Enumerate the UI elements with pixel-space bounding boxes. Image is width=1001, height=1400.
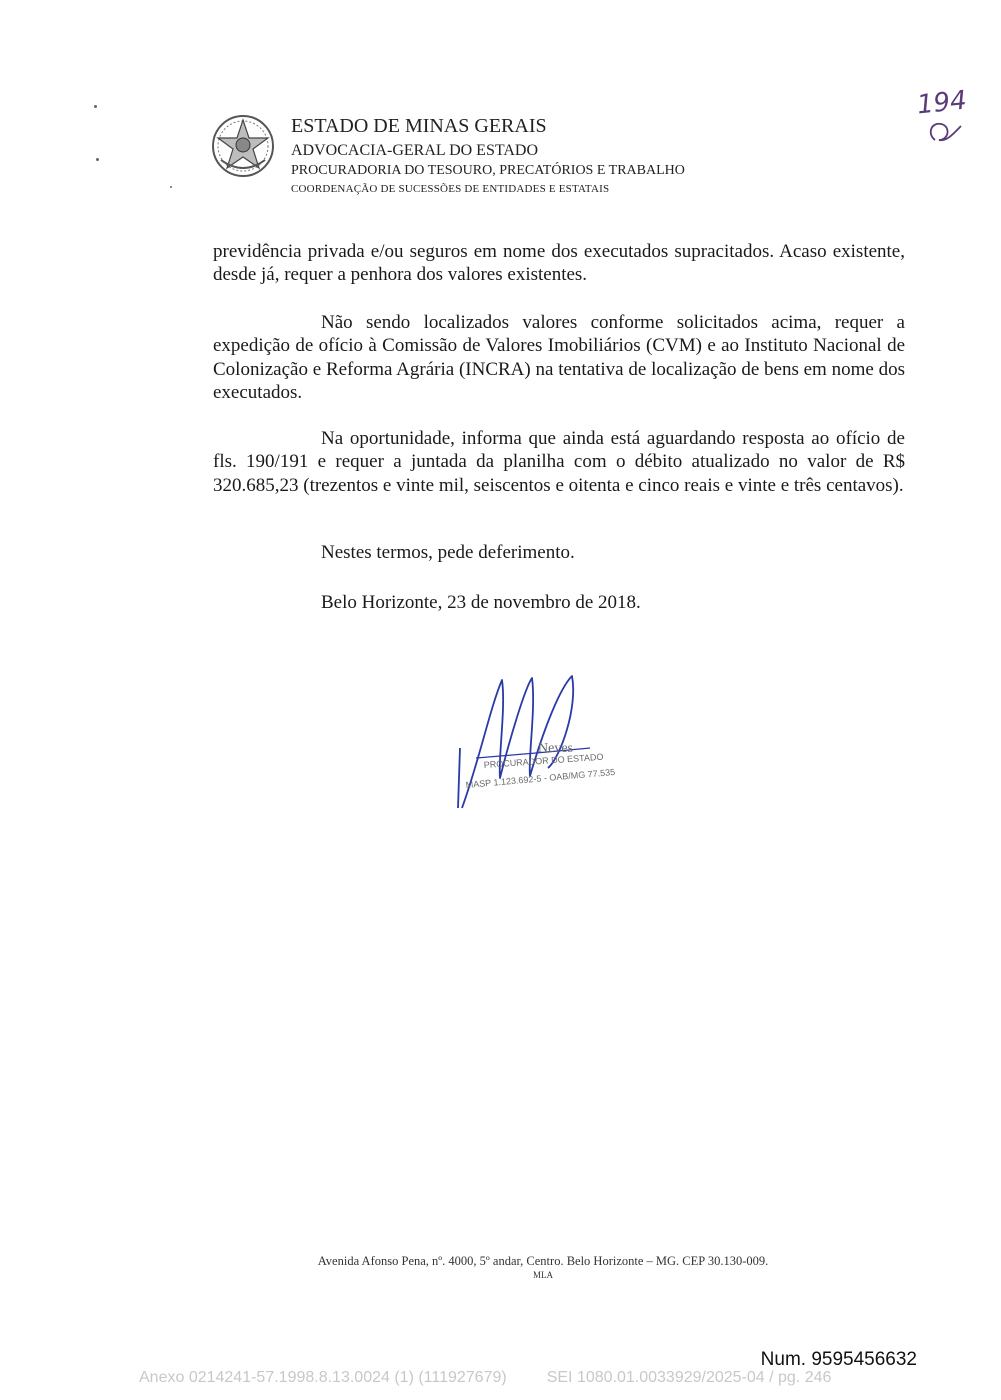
header-agency-name: ADVOCACIA-GERAL DO ESTADO bbox=[291, 142, 538, 159]
handwritten-mark-icon bbox=[925, 118, 965, 148]
annex-stamp bbox=[139, 1369, 831, 1387]
footer-initials: MLA bbox=[533, 1270, 553, 1280]
footer-address: Avenida Afonso Pena, nº. 4000, 5º andar, Centro. Belo Horizonte – MG. CEP 30.130-009. bbox=[317, 1254, 769, 1268]
place-and-date: Belo Horizonte, 23 de novembro de 2018. bbox=[321, 592, 641, 613]
header-coordination-name: COORDENAÇÃO DE SUCESSÕES DE ENTIDADES E ESTATAIS bbox=[291, 183, 610, 195]
scan-speck bbox=[94, 105, 97, 108]
paragraph-1: previdência privada e/ou seguros em nome dos executados supracitados. Acaso existente, desde já, requer a penhora dos valores existentes. bbox=[213, 241, 905, 286]
document-number: Num. 9595456632 bbox=[760, 1349, 917, 1370]
paragraph-3: Na oportunidade, informa que ainda está aguardando resposta ao ofício de fls. 190/191 e requer a juntada da planilha com o débito atualizado no valor de R$ 320.685,23 (trezentos e vinte mil, seiscentos e oitenta e cinco reais e vinte e três centavos). bbox=[213, 428, 905, 496]
header-state-name: ESTADO DE MINAS GERAIS bbox=[291, 115, 547, 137]
handwritten-signature-with-stamp bbox=[440, 668, 640, 818]
paragraph-2: Não sendo localizados valores conforme solicitados acima, requer a expedição de ofício à Comissão de Valores Imobiliários (CVM) e ao Instituto Nacional de Colonização e Reforma Agrária (INCRA) na tentativa de localização de bens em nome dos executados. bbox=[213, 312, 905, 403]
annex-process-reference: Anexo 0214241-57.1998.8.13.0024 (1) (111927679) bbox=[139, 1369, 507, 1386]
stamp-title: PROCURADOR DO ESTADO bbox=[483, 751, 604, 770]
header-procuradoria-name: PROCURADORIA DO TESOURO, PRECATÓRIOS E TRABALHO bbox=[291, 163, 685, 178]
scan-speck bbox=[170, 186, 172, 188]
scan-speck bbox=[96, 158, 99, 161]
sei-page-reference: SEI 1080.01.0033929/2025-04 / pg. 246 bbox=[546, 1369, 832, 1386]
closing-formula: Nestes termos, pede deferimento. bbox=[321, 542, 575, 563]
handwritten-page-annotation bbox=[915, 85, 971, 150]
stamp-name: Neves bbox=[538, 741, 573, 756]
minas-gerais-coat-of-arms-icon bbox=[209, 112, 277, 180]
stamp-registration: MASP 1.123.692-5 - OAB/MG 77.535 bbox=[465, 766, 616, 790]
handwritten-page-number: 194 bbox=[915, 85, 969, 121]
